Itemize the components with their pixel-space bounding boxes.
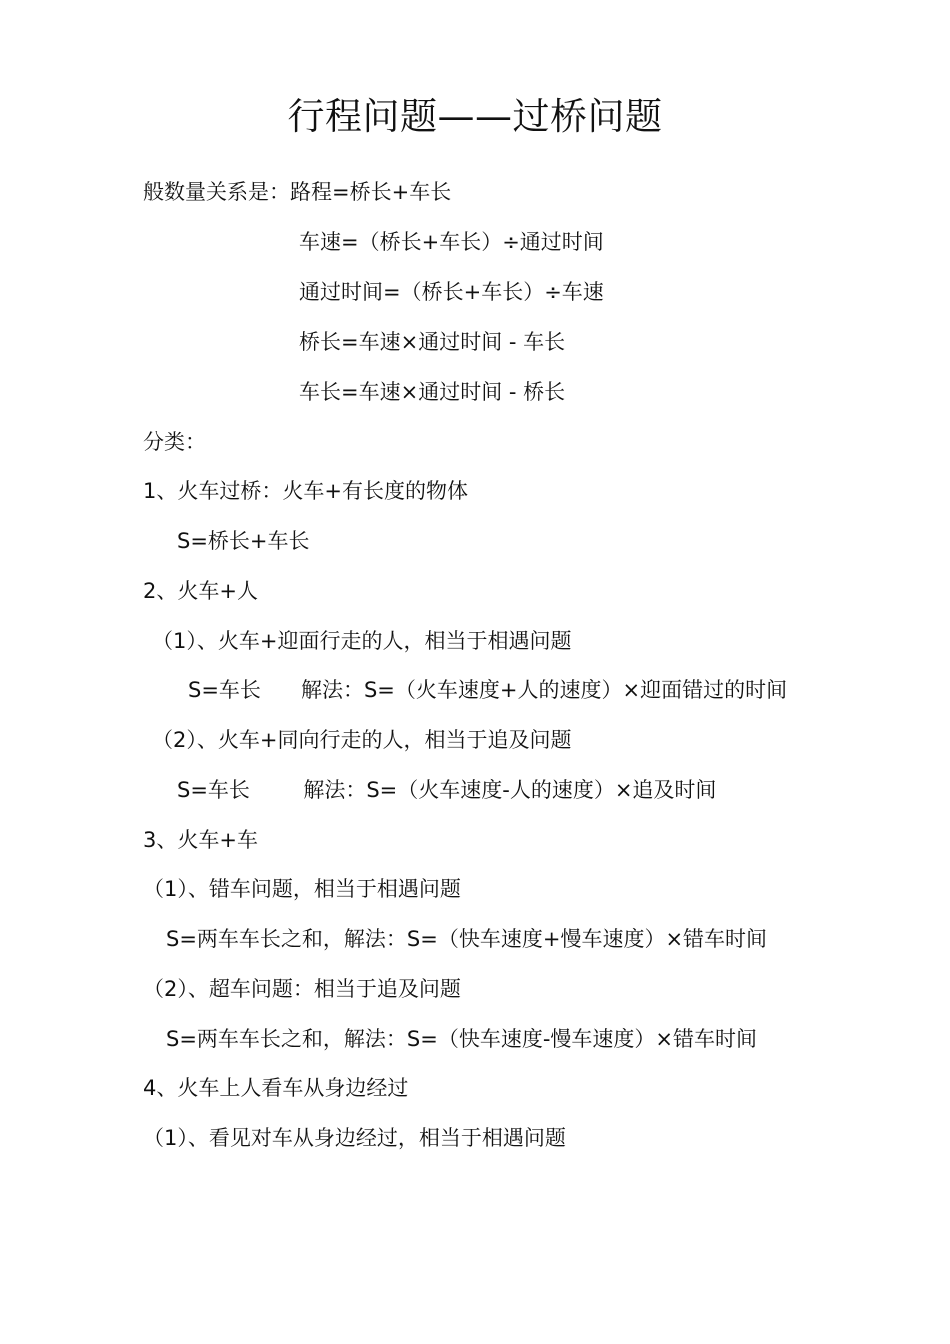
section-2-1-heading: （1）、火车+迎面行走的人，相当于相遇问题: [152, 629, 572, 653]
section-3-2-formula: S=两车车长之和，解法：S=（快车速度-慢车速度）×错车时间: [166, 1027, 758, 1051]
relation-intro: 般数量关系是：路程=桥长+车长: [143, 180, 452, 204]
formula-speed: 车速=（桥长+车长）÷通过时间: [299, 230, 604, 254]
formula-time: 通过时间=（桥长+车长）÷车速: [299, 280, 604, 304]
section-3-1-formula: S=两车车长之和，解法：S=（快车速度+慢车速度）×错车时间: [166, 927, 768, 951]
section-2-2-formula: S=车长 解法：S=（火车速度-人的速度）×追及时间: [177, 778, 717, 802]
section-2-1-formula: S=车长 解法：S=（火车速度+人的速度）×迎面错过的时间: [188, 678, 788, 702]
category-heading: 分类：: [143, 430, 206, 454]
section-2-2-heading: （2）、火车+同向行走的人，相当于追及问题: [152, 728, 572, 752]
section-3-heading: 3、火车+车: [143, 828, 258, 852]
section-4-heading: 4、火车上人看车从身边经过: [143, 1076, 409, 1100]
formula-train-length: 车长=车速×通过时间 - 桥长: [299, 380, 566, 404]
section-4-1-heading: （1）、看见对车从身边经过，相当于相遇问题: [143, 1126, 566, 1150]
section-1-heading: 1、火车过桥：火车+有长度的物体: [143, 479, 468, 503]
page-title: 行程问题——过桥问题: [287, 95, 663, 138]
formula-bridge-length: 桥长=车速×通过时间 - 车长: [299, 330, 566, 354]
section-3-2-heading: （2）、超车问题：相当于追及问题: [143, 977, 461, 1001]
section-2-heading: 2、火车+人: [143, 579, 258, 603]
section-3-1-heading: （1）、错车问题，相当于相遇问题: [143, 877, 461, 901]
section-1-formula: S=桥长+车长: [177, 529, 310, 553]
